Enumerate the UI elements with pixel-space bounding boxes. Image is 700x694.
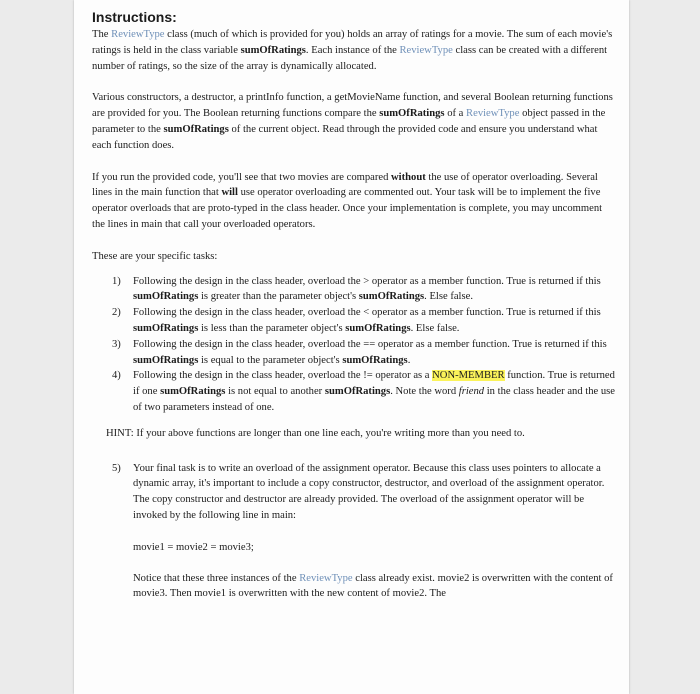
bold-term: sumOfRatings	[240, 44, 306, 56]
text: Your final task is to write an overload of the assignment operator. Because this class uses pointers to allocate a dynamic array, it's important to include a copy constructor, destructor, and overload of the assignment operator. The copy constructor and destructor are already provided. The overload of the assignment operator will be invoked by the following line in main:	[133, 462, 605, 521]
hint-text: HINT: If your above functions are longer than one line each, you're writing more than you need to.	[106, 427, 525, 439]
task-item	[92, 274, 617, 306]
text: . Else false.	[424, 291, 473, 303]
bold-term: sumOfRatings	[358, 291, 425, 303]
class-name: ReviewType	[111, 29, 165, 40]
text: in the class header and the use of two parameters instead of one.	[133, 386, 615, 413]
task-item	[92, 337, 617, 369]
code-line: movie1 = movie2 = movie3;	[133, 541, 254, 553]
task-number: 5)	[112, 462, 121, 474]
bold-term: sumOfRatings	[133, 354, 199, 366]
text: is less than the parameter object's	[198, 322, 346, 334]
overloading-paragraph	[92, 170, 617, 233]
text: . Else false.	[410, 322, 460, 334]
text: . Each instance of the	[305, 44, 400, 56]
text: The	[92, 29, 112, 40]
text: is not equal to another	[225, 386, 325, 398]
text: use operator overloading are commented out. Your task will be to implement the five operator overloads that are proto-typed in the class header. Once your implementation is complete, you may uncomment the lines in main that call your overloaded operators.	[92, 187, 603, 230]
italic-term: friend	[458, 386, 485, 398]
text: class already exist. movie2 is overwritten with the content of movie3. Then movie1 is overwritten with the new content of movie2. The	[133, 572, 613, 600]
task-number: 1)	[112, 275, 121, 287]
text: Various constructors, a destructor, a printInfo function, a getMovieName function, and several Boolean returning functions are provided for you. The Boolean returning functions compare the	[92, 92, 613, 120]
bold-term: sumOfRatings	[160, 386, 226, 398]
text: If you run the provided code, you'll see that two movies are compared	[92, 171, 392, 183]
bold-term: sumOfRatings	[324, 386, 391, 398]
bold-term: sumOfRatings	[345, 322, 411, 334]
bold-term: sumOfRatings	[342, 354, 408, 366]
task-item	[92, 461, 617, 524]
bold-term: sumOfRatings	[133, 291, 199, 303]
bold-term: sumOfRatings	[133, 322, 199, 334]
highlighted-term: NON-MEMBER	[432, 370, 505, 382]
note-paragraph	[133, 571, 617, 603]
intro-paragraph	[92, 27, 617, 74]
text: class can be created with a different number of ratings, so the size of the array is dynamically allocated.	[92, 44, 608, 72]
text: Following the design in the class header, overload the > operator as a member function. True is returned if this	[133, 275, 601, 287]
text: is equal to the parameter object's	[198, 354, 343, 366]
text: of a	[444, 108, 467, 120]
text: .	[407, 354, 411, 366]
text: . Note the word	[390, 386, 459, 398]
bold-term: sumOfRatings	[163, 123, 229, 135]
text: Following the design in the class header, overload the != operator as a	[133, 370, 433, 382]
bold-term: without	[391, 171, 426, 183]
task-number: 4)	[112, 370, 121, 382]
text: of the current object. Read through the provided code and ensure you understand what each function does.	[92, 123, 598, 151]
text: function. True is returned if one	[133, 370, 615, 398]
functions-paragraph	[92, 90, 617, 153]
text: Following the design in the class header, overload the < operator as a member function. True is returned if this	[133, 307, 601, 319]
instructions-heading: Instructions:	[92, 9, 177, 25]
document-content	[92, 8, 617, 602]
task-number: 2)	[112, 307, 121, 319]
text: the use of operator overloading. Several lines in the main function that	[92, 171, 598, 199]
text: Following the design in the class header, overload the == operator as a member function. True is returned if this	[133, 338, 607, 350]
task-item	[92, 368, 617, 415]
text: is greater than the parameter object's	[198, 291, 359, 303]
document-page	[74, 0, 629, 694]
bold-term: will	[221, 187, 238, 199]
text: object passed in the parameter to the	[92, 108, 606, 135]
text: Notice that these three instances of the	[133, 572, 300, 584]
task-item	[92, 305, 617, 337]
tasks-intro: These are your specific tasks:	[92, 250, 218, 262]
class-name: ReviewType	[299, 572, 353, 584]
class-name: ReviewType	[399, 44, 453, 56]
class-name: ReviewType	[466, 108, 520, 120]
task-list	[92, 274, 617, 416]
bold-term: sumOfRatings	[379, 108, 445, 120]
text: class (much of which is provided for you) holds an array of ratings for a movie. The sum of each movie's ratings is held in the class variable	[92, 29, 613, 56]
task-number: 3)	[112, 338, 121, 350]
